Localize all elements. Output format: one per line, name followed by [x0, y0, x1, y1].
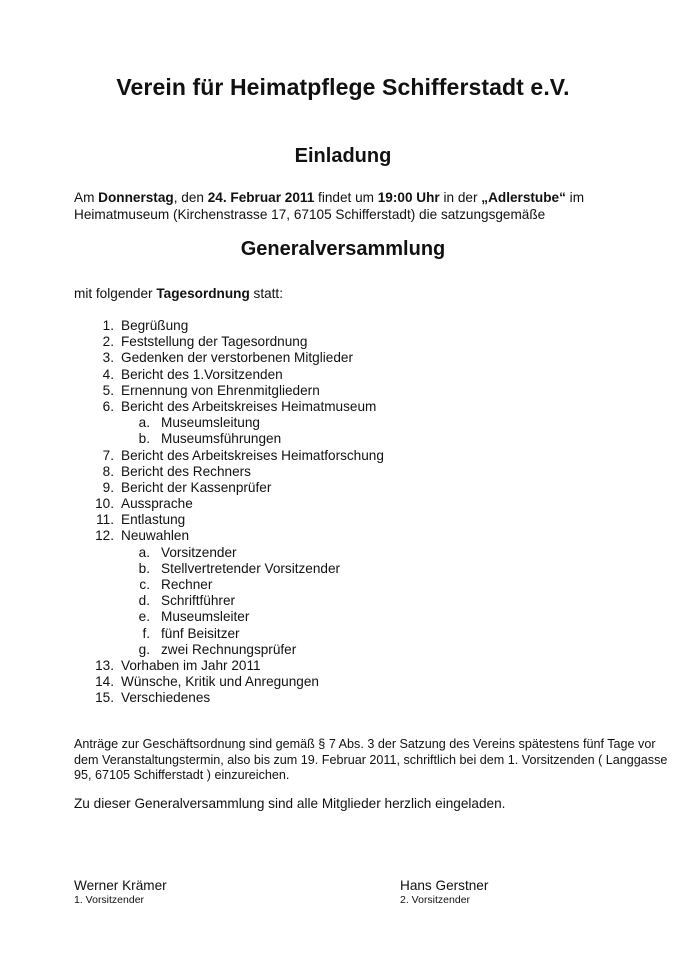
agenda-subitem: [0, 561, 700, 577]
agenda-item: [0, 318, 700, 334]
assembly-heading: Generalversammlung: [240, 238, 446, 260]
agenda-item-number: 14.: [95, 674, 114, 690]
agenda-item-number: 12.: [95, 528, 114, 544]
agenda-item-text: Stellvertretender Vorsitzender: [161, 560, 341, 576]
club-title: Verein für Heimatpflege Schifferstadt e.V.: [116, 74, 570, 100]
signature-role: 1. Vorsitzender: [74, 894, 145, 906]
agenda-item-number: 13.: [95, 657, 114, 673]
agenda-item: [0, 399, 700, 415]
agenda-item-text: Ernennung von Ehrenmitgliedern: [121, 382, 320, 398]
agenda-item-text: Neuwahlen: [121, 528, 190, 544]
agenda-intro: [74, 286, 283, 301]
agenda-item-text: fünf Beisitzer: [161, 625, 240, 641]
intro-venue: „Adlerstube“: [481, 190, 566, 205]
intro-date: 24. Februar 2011: [207, 190, 315, 205]
agenda-intro-text: mit folgender: [74, 286, 157, 301]
signature-second-chair: [400, 877, 488, 907]
agenda-subitem: [0, 609, 700, 625]
agenda-item: [0, 528, 700, 544]
agenda-item-number: 8.: [102, 463, 114, 479]
signature-first-chair: [74, 877, 167, 907]
agenda-item-text: Wünsche, Kritik und Anregungen: [121, 674, 319, 690]
agenda-item-number: 4.: [102, 366, 114, 382]
agenda-item-text: Entlastung: [121, 512, 186, 528]
intro-time: 19:00 Uhr: [377, 190, 440, 205]
agenda-item: [0, 690, 700, 706]
agenda-item-number: b.: [138, 560, 150, 576]
intro-text: findet um: [314, 190, 378, 205]
agenda-item: [0, 496, 700, 512]
agenda-item-number: 6.: [102, 398, 114, 414]
agenda-subitem: [0, 642, 700, 658]
motions-paragraph: Anträge zur Geschäftsordnung sind gemäß § 7 Abs. 3 der Satzung des Vereins spätestens fünf Tage vor dem Veranstaltungstermin, also bis zum 19. Februar 2011, schriftlich bei dem 1. Vorsitzenden ( Langgasse 95, 67105 Schifferstadt ) einzureichen.: [74, 737, 668, 782]
agenda-item: [0, 367, 700, 383]
agenda-item-number: 9.: [102, 479, 114, 495]
agenda-item: [0, 334, 700, 350]
agenda-item-number: g.: [138, 641, 150, 657]
intro-text: im Heimatmuseum (Kirchenstrasse 17, 67105 Schifferstadt) die satzungsgemäße: [74, 190, 585, 222]
signature-name: Hans Gerstner: [400, 878, 489, 893]
agenda-item-text: Bericht des Rechners: [121, 463, 251, 479]
agenda-item-number: 1.: [102, 318, 114, 333]
agenda-item-number: a.: [138, 415, 150, 431]
agenda-item-text: Verschiedenes: [121, 690, 211, 706]
signature-name: Werner Krämer: [74, 878, 167, 893]
agenda-item-text: Bericht des Arbeitskreises Heimatforschung: [121, 447, 384, 463]
intro-paragraph: [74, 189, 674, 223]
invite-heading: Einladung: [294, 145, 392, 167]
invitation-paragraph: Zu dieser Generalversammlung sind alle Mitglieder herzlich eingeladen.: [74, 796, 506, 811]
agenda-subitem: [0, 415, 700, 431]
agenda-intro-text: statt:: [249, 286, 283, 301]
agenda-item-text: Begrüßung: [121, 318, 189, 333]
agenda-item-number: c.: [139, 577, 150, 592]
agenda-item: [0, 674, 700, 690]
agenda-subitem: [0, 577, 700, 593]
agenda-subitem: [0, 593, 700, 609]
agenda-item: [0, 512, 700, 528]
agenda-item: [0, 350, 700, 366]
agenda-item-number: 10.: [95, 496, 114, 512]
agenda-item-number: 11.: [96, 512, 114, 528]
agenda-subitem: [0, 431, 700, 447]
agenda-item-number: e.: [138, 609, 150, 625]
agenda-item-number: 15.: [95, 690, 114, 706]
agenda-item-text: Schriftführer: [161, 593, 236, 609]
agenda-item-text: Museumsführungen: [161, 431, 282, 447]
agenda-item: [0, 383, 700, 399]
agenda-item-text: Rechner: [161, 577, 213, 592]
agenda-item-text: Museumsleitung: [161, 415, 260, 431]
intro-text: in der: [439, 190, 482, 205]
agenda-intro-bold: Tagesordnung: [156, 286, 250, 301]
agenda-item-number: 5.: [102, 382, 114, 398]
agenda-item-text: Gedenken der verstorbenen Mitglieder: [121, 350, 353, 366]
agenda-item-text: zwei Rechnungsprüfer: [161, 641, 297, 657]
agenda-item-text: Bericht der Kassenprüfer: [121, 479, 272, 495]
intro-text: Am: [74, 190, 99, 205]
agenda-item-number: a.: [138, 544, 150, 560]
agenda-item: [0, 480, 700, 496]
agenda-item-number: 2.: [102, 334, 114, 350]
agenda-item-number: b.: [138, 431, 150, 447]
agenda-subitem: [0, 626, 700, 642]
agenda-item-text: Bericht des Arbeitskreises Heimatmuseum: [121, 398, 377, 414]
agenda-item: [0, 464, 700, 480]
agenda-item-number: 3.: [102, 350, 114, 366]
agenda-item-text: Bericht des 1.Vorsitzenden: [121, 366, 283, 382]
agenda-list: [0, 318, 700, 707]
agenda-item: [0, 658, 700, 674]
agenda-item-number: d.: [138, 593, 150, 609]
agenda-item: [0, 448, 700, 464]
intro-day: Donnerstag: [98, 190, 174, 205]
agenda-item-text: Aussprache: [121, 496, 193, 512]
agenda-item-text: Vorhaben im Jahr 2011: [121, 657, 261, 673]
intro-text: , den: [173, 190, 208, 205]
agenda-item-text: Museumsleiter: [161, 609, 250, 625]
signature-role: 2. Vorsitzender: [400, 894, 471, 906]
agenda-item-number: f.: [142, 625, 150, 641]
agenda-item-text: Vorsitzender: [161, 544, 237, 560]
agenda-item-number: 7.: [102, 447, 114, 463]
agenda-item-text: Feststellung der Tagesordnung: [121, 334, 308, 350]
agenda-subitem: [0, 545, 700, 561]
